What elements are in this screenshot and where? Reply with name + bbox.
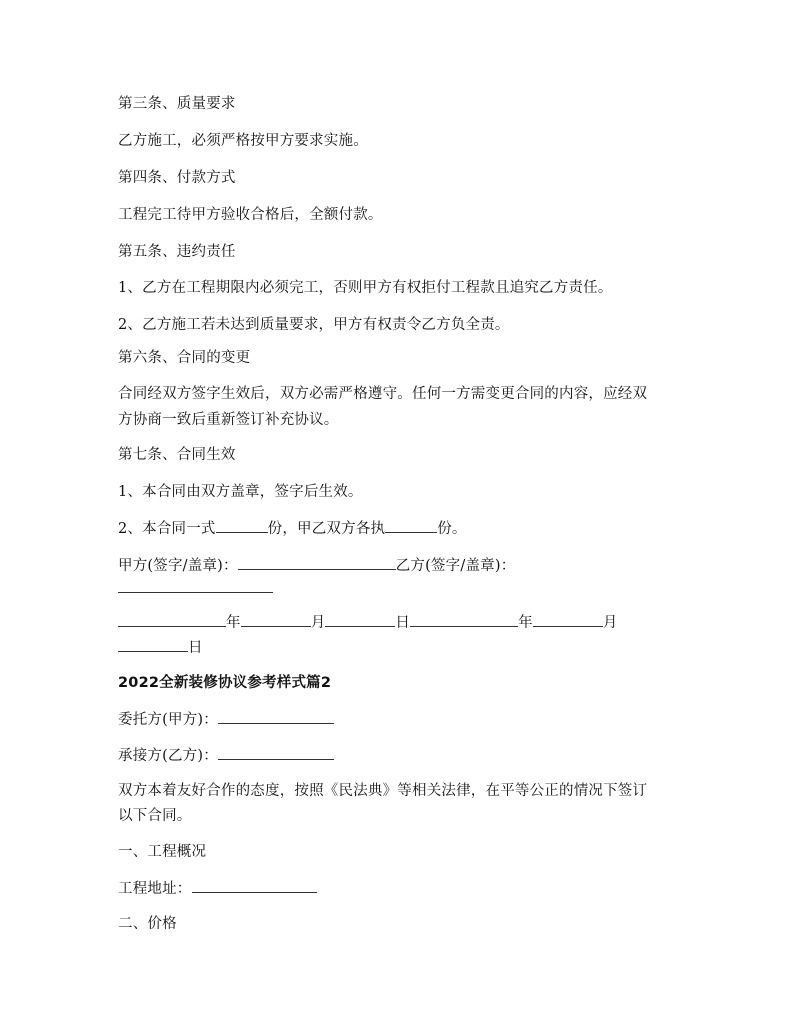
year-label: 年: [226, 615, 241, 631]
address-label: 工程地址：: [118, 881, 192, 897]
contractor-row: [118, 745, 334, 766]
article-3-title: 第三条、质量要求: [118, 96, 236, 112]
day-label: 日: [395, 615, 411, 631]
article-6-title: 第六条、合同的变更: [118, 350, 251, 366]
intro-line-1: 双方本着友好合作的态度，按照《民法典》等相关法律，在平等公正的情况下签订: [118, 783, 648, 799]
year-label-2: 年: [518, 615, 533, 631]
article-7-item-2: [118, 518, 467, 539]
client-row: [118, 709, 334, 730]
party-b-sign-row: [118, 578, 273, 599]
clause-2-title: 二、价格: [118, 916, 177, 932]
article-7-item-2-part-b: 份，甲乙双方各执: [267, 521, 386, 537]
address-blank[interactable]: [192, 878, 317, 893]
party-b-year-blank[interactable]: [410, 612, 518, 627]
party-b-day-blank[interactable]: [118, 637, 188, 652]
copies-total-blank[interactable]: [216, 518, 268, 533]
article-4-title: 第四条、付款方式: [118, 170, 236, 186]
client-blank[interactable]: [218, 709, 334, 724]
article-7-title: 第七条、合同生效: [118, 447, 236, 463]
date-line-2: [118, 637, 203, 658]
clause-1-title: 一、工程概况: [118, 844, 207, 860]
party-b-sign-blank[interactable]: [118, 578, 273, 593]
article-6-text-line-2: 方协商一致后重新签订补充协议。: [118, 412, 339, 428]
client-label: 委托方(甲方)：: [118, 712, 218, 728]
article-5-title: 第五条、违约责任: [118, 244, 236, 260]
intro-line-2: 以下合同。: [118, 808, 192, 824]
party-a-year-blank[interactable]: [118, 612, 226, 627]
section-2-title: 2022全新装修协议参考样式篇2: [118, 675, 332, 691]
article-5-item-1: 1、乙方在工程期限内必须完工，否则甲方有权拒付工程款且追究乙方责任。: [118, 280, 613, 296]
month-label: 月: [310, 615, 326, 631]
article-7-item-2-part-a: 2、本合同一式: [118, 521, 216, 537]
article-5-item-2: 2、乙方施工若未达到质量要求，甲方有权责令乙方负全责。: [118, 317, 510, 333]
month-label-2: 月: [602, 615, 618, 631]
party-a-sign-blank[interactable]: [238, 555, 396, 570]
article-3-text: 乙方施工，必须严格按甲方要求实施。: [118, 133, 368, 149]
date-line: [118, 612, 618, 633]
copies-each-blank[interactable]: [385, 518, 437, 533]
signature-line: [118, 555, 515, 576]
day-label-2: 日: [188, 640, 203, 656]
address-row: [118, 878, 317, 899]
party-a-month-blank[interactable]: [241, 612, 311, 627]
article-6-text-line-1: 合同经双方签字生效后，双方必需严格遵守。任何一方需变更合同的内容，应经双: [118, 386, 648, 402]
party-a-sign-label: 甲方(签字/盖章)：: [118, 558, 238, 574]
party-b-month-blank[interactable]: [533, 612, 603, 627]
contractor-label: 承接方(乙方)：: [118, 748, 218, 764]
article-4-text: 工程完工待甲方验收合格后，全额付款。: [118, 207, 383, 223]
article-7-item-2-part-c: 份。: [437, 521, 467, 537]
contractor-blank[interactable]: [218, 745, 334, 760]
party-b-sign-label: 乙方(签字/盖章)：: [395, 558, 516, 574]
party-a-day-blank[interactable]: [325, 612, 395, 627]
article-7-item-1: 1、本合同由双方盖章，签字后生效。: [118, 484, 363, 500]
